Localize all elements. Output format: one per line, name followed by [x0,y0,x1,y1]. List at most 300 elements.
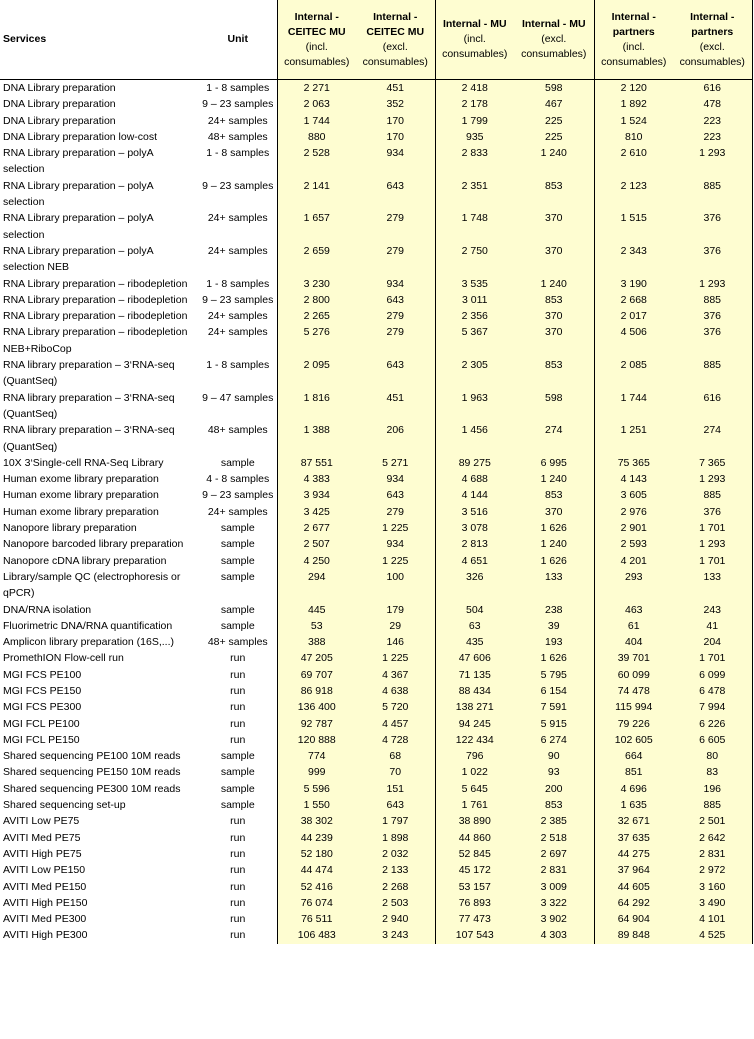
price-cell: 2 972 [673,862,752,878]
price-cell: 4 144 [435,487,514,503]
price-cell: 1 251 [594,422,673,455]
price-cell: 70 [356,764,435,780]
price-cell: 853 [514,292,594,308]
price-cell: 934 [356,471,435,487]
unit-cell: run [230,668,246,681]
price-cell: 69 707 [277,667,356,683]
price-cell: 1 240 [514,145,594,178]
price-cell: 445 [277,602,356,618]
price-cell: 88 434 [435,683,514,699]
price-cell: 102 605 [594,732,673,748]
price-cell: 2 610 [594,145,673,178]
service-cell: AVITI Med PE150 [3,880,87,893]
service-cell: RNA library preparation – 3‘RNA-seq (QuantSeq) [3,359,175,388]
price-cell: 63 [435,618,514,634]
price-cell: 2 120 [594,80,673,97]
table-row [0,96,752,112]
price-cell: 2 178 [435,96,514,112]
price-cell: 2 800 [277,292,356,308]
table-row [0,471,752,487]
table-row [0,178,752,211]
service-cell: RNA Library preparation – ribodepletion [3,310,188,323]
unit-cell: 9 – 23 samples [202,179,274,192]
price-cell: 45 172 [435,862,514,878]
price-cell: 170 [356,113,435,129]
table-row [0,683,752,699]
service-cell: AVITI Low PE150 [3,864,86,877]
service-cell: Fluorimetric DNA/RNA quantification [3,619,173,632]
service-cell: AVITI High PE75 [3,847,82,860]
unit-cell: sample [220,456,255,469]
col-header-title: Internal - partners [611,10,656,38]
service-cell: AVITI High PE300 [3,929,88,942]
price-cell: 279 [356,210,435,243]
price-cell: 5 596 [277,781,356,797]
table-row [0,634,752,650]
price-cell: 370 [514,243,594,276]
service-cell: MGI FCL PE150 [3,733,80,746]
price-cell: 133 [514,569,594,602]
table-row [0,911,752,927]
services-header: Services [0,0,199,80]
price-cell: 6 226 [673,716,752,732]
price-cell: 279 [356,504,435,520]
price-cell: 885 [673,178,752,211]
col-header-sub: (incl. consumables) [601,40,667,68]
price-cell: 999 [277,764,356,780]
price-cell: 223 [673,113,752,129]
table-row [0,276,752,292]
price-cell: 225 [514,113,594,129]
price-cell: 5 795 [514,667,594,683]
service-cell: Nanopore library preparation [3,522,137,535]
price-cell: 2 831 [514,862,594,878]
price-cell: 1 799 [435,113,514,129]
price-cell: 853 [514,178,594,211]
price-cell: 52 845 [435,846,514,862]
price-cell: 2 305 [435,357,514,390]
service-cell: DNA/RNA isolation [3,603,92,616]
price-cell: 4 457 [356,716,435,732]
price-cell: 274 [514,422,594,455]
col-header-sub: (incl. consumables) [442,33,508,60]
service-cell: RNA Library preparation – polyA selection [3,212,153,241]
price-cell: 4 367 [356,667,435,683]
price-cell: 774 [277,748,356,764]
price-cell: 68 [356,748,435,764]
price-cell: 2 141 [277,178,356,211]
unit-cell: 24+ samples [207,326,268,339]
unit-cell: 9 – 47 samples [202,391,274,404]
unit-cell: run [230,831,246,844]
price-cell: 2 659 [277,243,356,276]
price-cell: 279 [356,324,435,357]
price-cell: 223 [673,129,752,145]
price-cell: 52 180 [277,846,356,862]
table-row [0,210,752,243]
price-cell: 193 [514,634,594,650]
price-cell: 2 351 [435,178,514,211]
price-cell: 2 503 [356,895,435,911]
price-cell: 370 [514,308,594,324]
price-cell: 122 434 [435,732,514,748]
service-cell: Nanopore barcoded library preparation [3,538,184,551]
price-cell: 179 [356,602,435,618]
price-cell: 279 [356,243,435,276]
price-cell: 47 606 [435,650,514,666]
price-cell: 1 293 [673,536,752,552]
price-cell: 106 483 [277,927,356,943]
service-cell: Human exome library preparation [3,489,159,502]
table-row [0,699,752,715]
service-cell: MGI FCS PE100 [3,668,82,681]
price-cell: 47 205 [277,650,356,666]
price-cell: 5 645 [435,781,514,797]
price-cell: 4 383 [277,471,356,487]
col-header-partners-excl [673,0,752,80]
price-cell: 32 671 [594,813,673,829]
price-cell: 52 416 [277,879,356,895]
price-cell: 885 [673,487,752,503]
table-row [0,716,752,732]
price-cell: 3 190 [594,276,673,292]
table-row [0,308,752,324]
unit-cell: run [230,652,246,665]
price-cell: 5 367 [435,324,514,357]
price-cell: 238 [514,602,594,618]
header-row [0,0,752,80]
price-cell: 146 [356,634,435,650]
table-row [0,797,752,813]
service-cell: Human exome library preparation [3,473,159,486]
price-cell: 853 [514,357,594,390]
price-cell: 2 677 [277,520,356,536]
table-row [0,846,752,862]
price-cell: 41 [673,618,752,634]
price-cell: 504 [435,602,514,618]
price-cell: 4 728 [356,732,435,748]
price-cell: 7 365 [673,455,752,471]
price-cell: 4 638 [356,683,435,699]
price-cell: 6 478 [673,683,752,699]
unit-cell: 24+ samples [207,114,268,127]
price-cell: 44 239 [277,830,356,846]
price-cell: 3 535 [435,276,514,292]
price-cell: 598 [514,80,594,97]
price-cell: 2 385 [514,813,594,829]
table-row [0,602,752,618]
service-cell: AVITI Med PE300 [3,913,87,926]
unit-cell: 24+ samples [207,244,268,257]
table-row [0,504,752,520]
price-cell: 1 293 [673,145,752,178]
price-cell: 2 940 [356,911,435,927]
price-cell: 598 [514,390,594,423]
price-cell: 2 418 [435,80,514,97]
service-cell: Nanopore cDNA library preparation [3,554,167,567]
price-cell: 2 123 [594,178,673,211]
price-cell: 880 [277,129,356,145]
service-cell: AVITI Low PE75 [3,815,80,828]
price-cell: 1 225 [356,650,435,666]
price-cell: 94 245 [435,716,514,732]
price-cell: 74 478 [594,683,673,699]
price-cell: 404 [594,634,673,650]
price-cell: 6 605 [673,732,752,748]
col-header-title: Internal - MU [442,18,507,30]
table-row [0,862,752,878]
price-cell: 2 833 [435,145,514,178]
col-header-sub: (incl. consumables) [284,40,350,68]
unit-cell: 48+ samples [207,130,268,143]
price-cell: 3 516 [435,504,514,520]
price-cell: 37 964 [594,862,673,878]
table-row [0,357,752,390]
price-cell: 3 490 [673,895,752,911]
unit-cell: 1 - 8 samples [206,147,270,160]
price-cell: 136 400 [277,699,356,715]
price-cell: 75 365 [594,455,673,471]
service-cell: Shared sequencing set-up [3,799,126,812]
price-cell: 76 074 [277,895,356,911]
service-cell: Human exome library preparation [3,505,159,518]
price-cell: 5 271 [356,455,435,471]
table-row [0,520,752,536]
table-row [0,830,752,846]
unit-cell: sample [220,538,255,551]
price-cell: 1 240 [514,536,594,552]
col-header-ceitec-excl [356,0,435,80]
price-cell: 138 271 [435,699,514,715]
price-cell: 4 688 [435,471,514,487]
price-cell: 1 225 [356,553,435,569]
price-cell: 1 225 [356,520,435,536]
price-cell: 643 [356,487,435,503]
price-cell: 1 744 [594,390,673,423]
price-cell: 1 550 [277,797,356,813]
price-cell: 2 976 [594,504,673,520]
col-header-partners-incl [594,0,673,80]
table-row [0,422,752,455]
unit-cell: sample [220,799,255,812]
unit-cell: sample [220,766,255,779]
price-cell: 2 831 [673,846,752,862]
price-cell: 1 701 [673,553,752,569]
price-cell: 467 [514,96,594,112]
price-cell: 376 [673,324,752,357]
price-cell: 1 635 [594,797,673,813]
price-cell: 2 697 [514,846,594,862]
price-cell: 2 668 [594,292,673,308]
price-cell: 76 511 [277,911,356,927]
price-cell: 80 [673,748,752,764]
table-body [0,80,752,944]
price-cell: 1 022 [435,764,514,780]
table-row [0,243,752,276]
table-row [0,667,752,683]
unit-cell: sample [220,603,255,616]
price-cell: 38 302 [277,813,356,829]
price-cell: 451 [356,390,435,423]
price-cell: 115 994 [594,699,673,715]
price-cell: 3 011 [435,292,514,308]
table-row [0,145,752,178]
unit-cell: run [230,815,246,828]
price-cell: 200 [514,781,594,797]
service-cell: Library/sample QC (electrophoresis or qPCR) [3,570,181,600]
price-cell: 4 143 [594,471,673,487]
table-row [0,781,752,797]
service-cell: RNA Library preparation – polyA selection [3,179,153,209]
price-cell: 376 [673,243,752,276]
service-cell: RNA Library preparation – ribodepletion NEB+RiboCop [3,326,188,355]
service-cell: Shared sequencing PE150 10M reads [3,766,181,779]
price-cell: 120 888 [277,732,356,748]
price-cell: 133 [673,569,752,602]
unit-cell: run [230,864,246,877]
price-cell: 1 293 [673,471,752,487]
unit-cell: 9 – 23 samples [202,98,274,111]
price-cell: 44 605 [594,879,673,895]
table-row [0,390,752,423]
price-cell: 1 761 [435,797,514,813]
unit-cell: 1 - 8 samples [206,277,270,290]
price-cell: 196 [673,781,752,797]
service-cell: Shared sequencing PE300 10M reads [3,782,181,795]
price-cell: 376 [673,210,752,243]
price-cell: 53 [277,618,356,634]
price-cell: 2 265 [277,308,356,324]
price-cell: 2 343 [594,243,673,276]
service-cell: RNA Library preparation – polyA selection [3,147,153,176]
price-cell: 885 [673,292,752,308]
price-cell: 885 [673,357,752,390]
table-row [0,618,752,634]
price-cell: 370 [514,210,594,243]
unit-cell: 24+ samples [207,212,268,225]
price-cell: 3 605 [594,487,673,503]
price-cell: 4 696 [594,781,673,797]
price-cell: 6 099 [673,667,752,683]
price-cell: 7 591 [514,699,594,715]
price-cell: 44 275 [594,846,673,862]
price-cell: 1 657 [277,210,356,243]
service-cell: DNA Library preparation low-cost [3,130,158,143]
price-cell: 643 [356,797,435,813]
service-cell: AVITI High PE150 [3,896,88,909]
price-cell: 2 518 [514,830,594,846]
price-cell: 89 848 [594,927,673,943]
price-cell: 1 293 [673,276,752,292]
price-cell: 1 626 [514,553,594,569]
price-cell: 3 230 [277,276,356,292]
col-header-title: Internal - CEITEC MU [287,10,346,38]
price-cell: 6 995 [514,455,594,471]
price-cell: 934 [356,276,435,292]
price-cell: 3 322 [514,895,594,911]
price-cell: 326 [435,569,514,602]
price-cell: 293 [594,569,673,602]
unit-cell: run [230,733,246,746]
price-cell: 1 515 [594,210,673,243]
price-cell: 934 [356,145,435,178]
price-cell: 151 [356,781,435,797]
price-cell: 107 543 [435,927,514,943]
price-cell: 60 099 [594,667,673,683]
unit-cell: 48+ samples [207,636,268,649]
price-cell: 478 [673,96,752,112]
price-cell: 376 [673,308,752,324]
table-row [0,569,752,602]
price-cell: 93 [514,764,594,780]
price-cell: 279 [356,308,435,324]
price-cell: 100 [356,569,435,602]
price-cell: 71 135 [435,667,514,683]
price-cell: 44 474 [277,862,356,878]
price-cell: 616 [673,80,752,97]
price-cell: 643 [356,292,435,308]
price-cell: 1 524 [594,113,673,129]
service-cell: 10X 3‘Single-cell RNA-Seq Library [3,456,164,469]
price-cell: 435 [435,634,514,650]
service-cell: MGI FCS PE150 [3,684,82,697]
service-cell: PromethION Flow-cell run [3,652,124,665]
unit-cell: sample [220,619,255,632]
table-row [0,553,752,569]
unit-cell: 4 - 8 samples [206,473,270,486]
table-row [0,748,752,764]
price-cell: 1 456 [435,422,514,455]
unit-cell: sample [220,750,255,763]
unit-cell: sample [220,782,255,795]
price-cell: 2 271 [277,80,356,97]
price-cell: 7 994 [673,699,752,715]
price-cell: 2 032 [356,846,435,862]
price-cell: 1 240 [514,276,594,292]
table-row [0,455,752,471]
table-row [0,113,752,129]
service-cell: MGI FCS PE300 [3,701,82,714]
price-cell: 225 [514,129,594,145]
price-cell: 89 275 [435,455,514,471]
price-cell: 2 813 [435,536,514,552]
unit-cell: sample [220,570,255,583]
unit-cell: run [230,896,246,909]
price-cell: 83 [673,764,752,780]
unit-cell: run [230,717,246,730]
price-cell: 1 701 [673,650,752,666]
price-cell: 2 593 [594,536,673,552]
service-cell: RNA Library preparation – ribodepletion [3,293,188,306]
table-row [0,129,752,145]
price-cell: 274 [673,422,752,455]
price-cell: 86 918 [277,683,356,699]
price-cell: 1 963 [435,390,514,423]
price-cell: 1 388 [277,422,356,455]
unit-cell: 24+ samples [207,310,268,323]
price-cell: 4 651 [435,553,514,569]
price-cell: 2 017 [594,308,673,324]
unit-cell: 9 – 23 samples [202,293,274,306]
service-cell: RNA Library preparation – polyA selection NEB [3,244,153,274]
price-cell: 39 701 [594,650,673,666]
price-cell: 92 787 [277,716,356,732]
price-cell: 61 [594,618,673,634]
table-row [0,813,752,829]
price-cell: 44 860 [435,830,514,846]
unit-cell: sample [220,554,255,567]
price-cell: 370 [514,504,594,520]
